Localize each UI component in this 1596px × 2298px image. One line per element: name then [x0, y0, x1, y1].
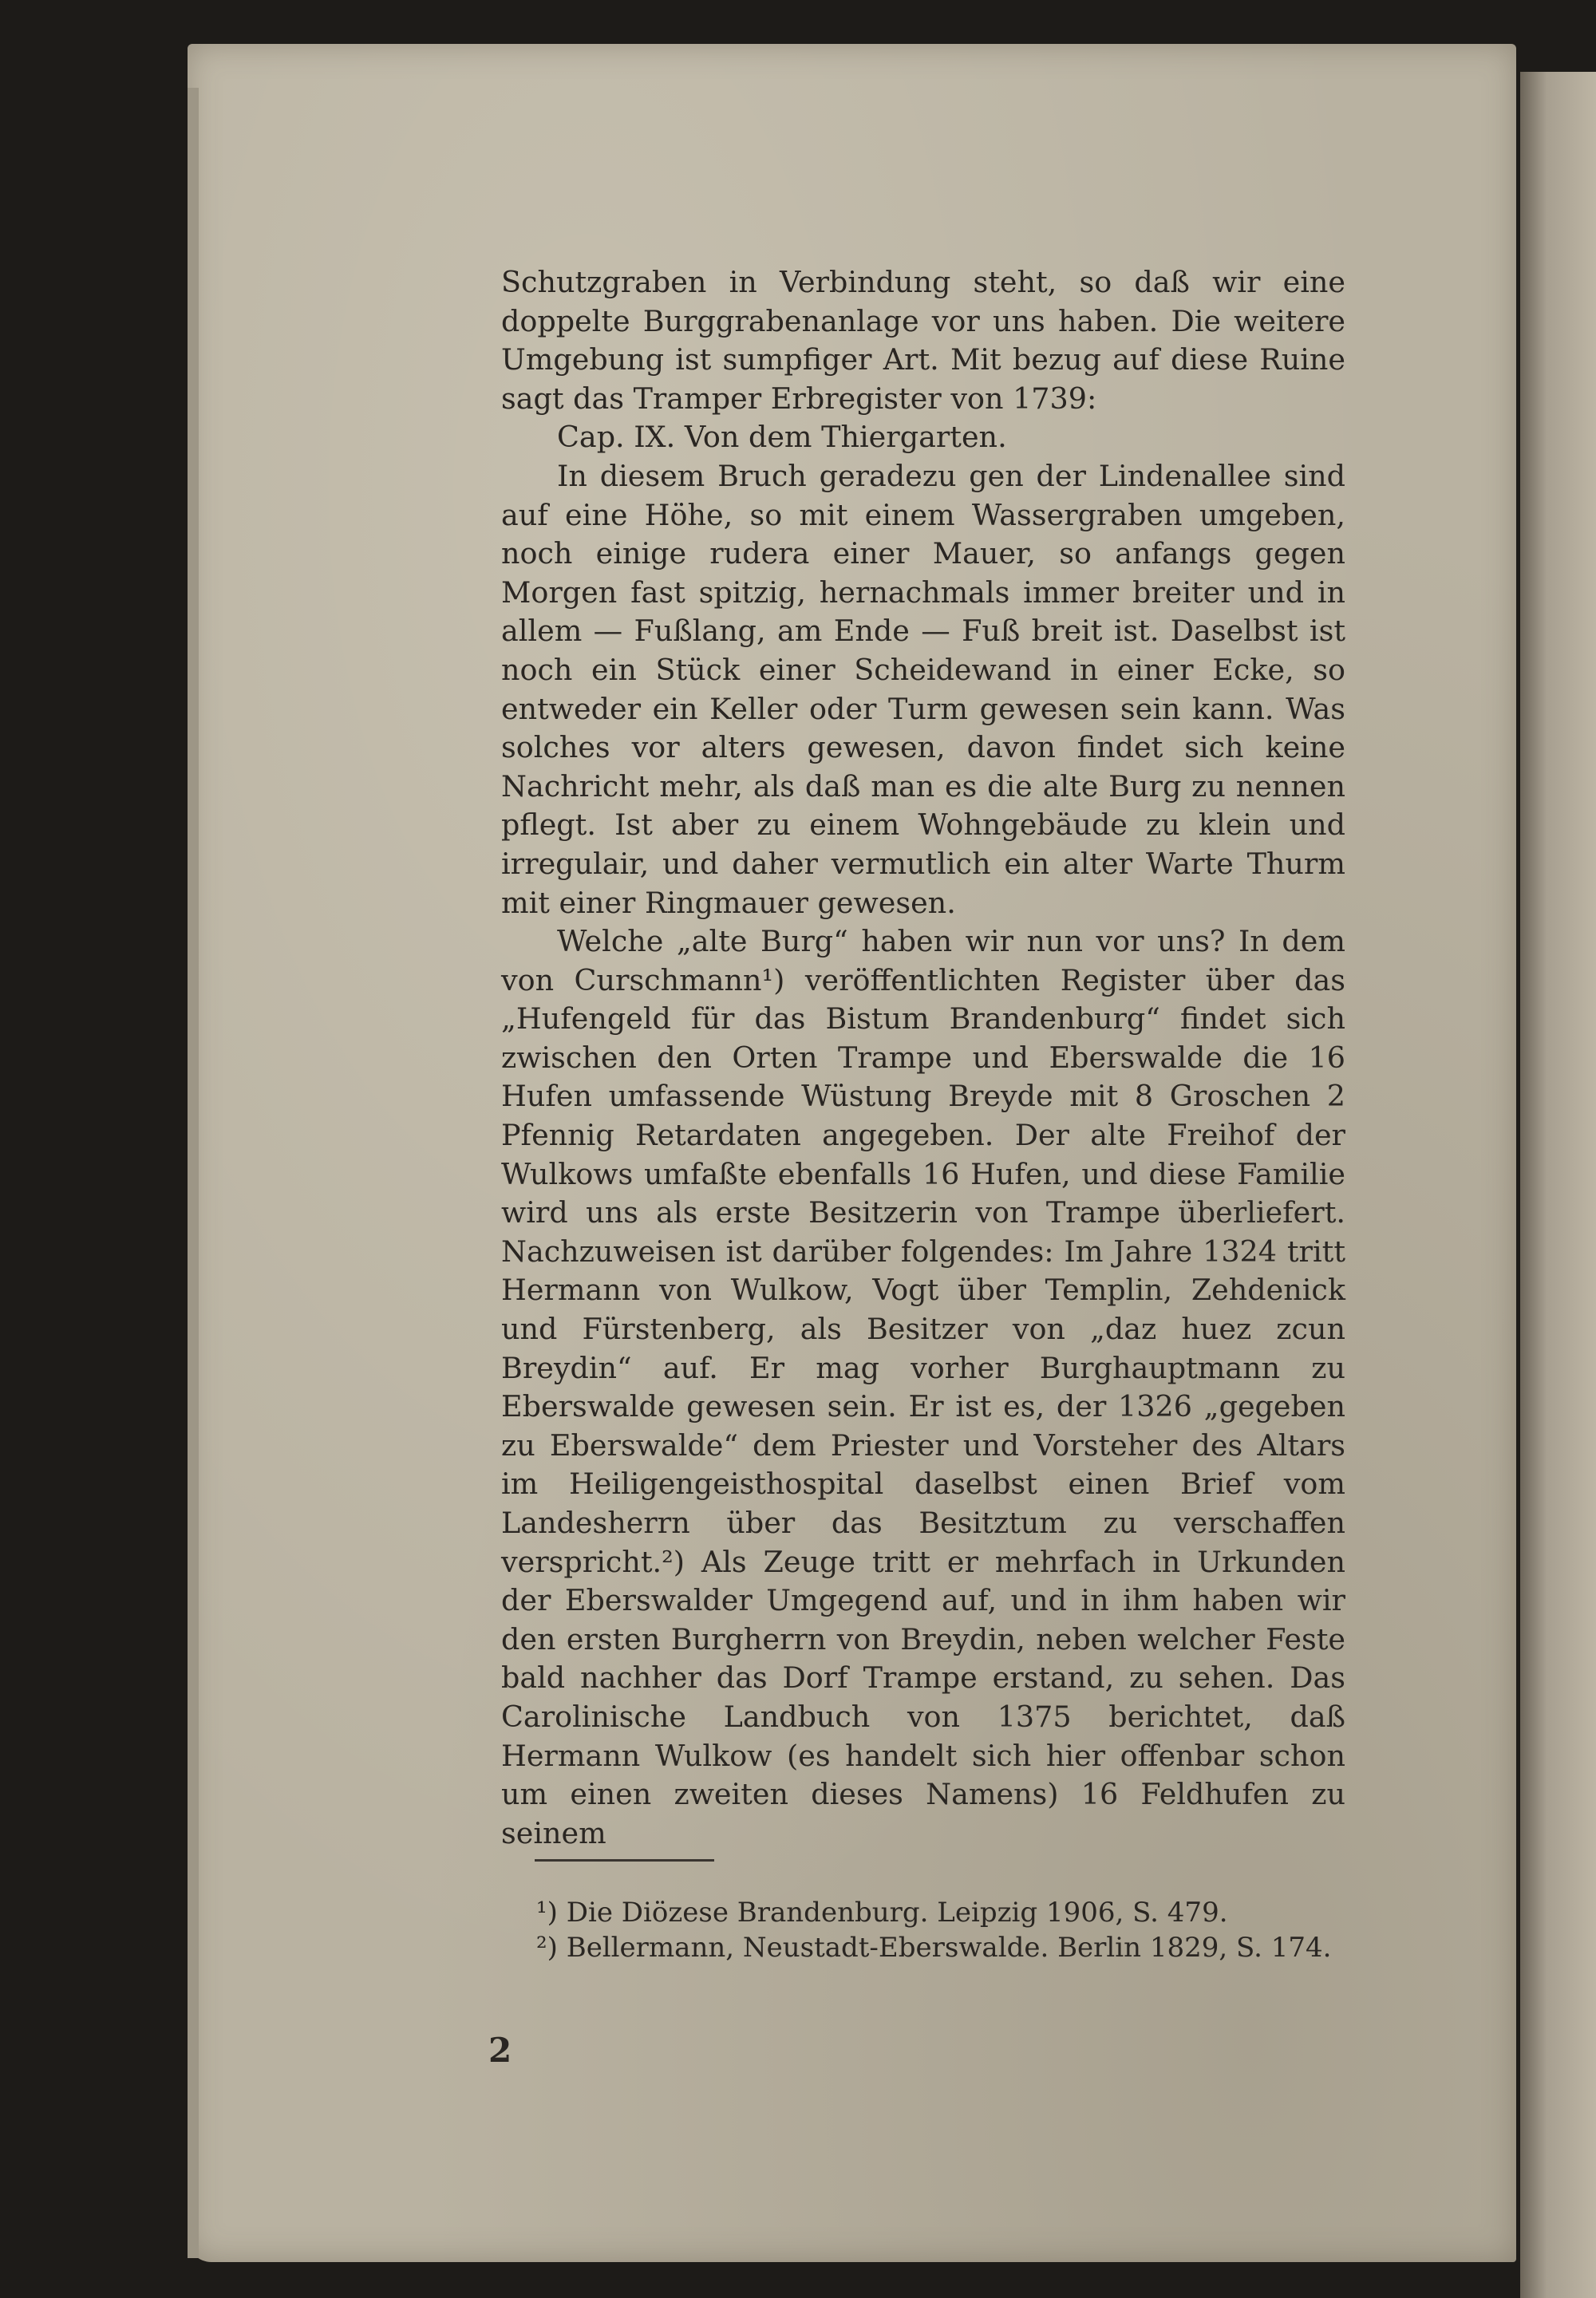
footnote-rule: [535, 1859, 714, 1862]
chapter-caption: Cap. IX. Von dem Thiergarten.: [557, 420, 1007, 455]
page-left-edge: [188, 88, 199, 2258]
footnote-1: ¹) Die Diözese Brandenburg. Leipzig 1906, S. 479.: [536, 1897, 1228, 1929]
main-text: [501, 263, 1345, 1853]
adjacent-page-edge: [1520, 72, 1596, 2298]
paragraph-1: Schutzgraben in Verbindung steht, so daß wir eine doppelte Burggrabenanlage vor uns haben. Die weitere Umgebung ist sumpfiger Art. Mit bezug auf diese Ruine sagt das Tramper Erbregister von 1739:: [501, 265, 1345, 416]
paragraph-3: Welche „alte Burg“ haben wir nun vor uns? In dem von Curschmann¹) veröffentlichten Register über das „Hufengeld für das Bistum Brandenburg“ findet sich zwischen den Orten Trampe und Eberswalde die 16 Hufen umfassende Wüstung Breyde mit 8 Groschen 2 Pfennig Retardaten angegeben. Der alte Freihof der Wulkows umfaßte ebenfalls 16 Hufen, und diese Familie wird uns als erste Besitzerin von Trampe überliefert. Nachzuweisen ist darüber folgendes: Im Jahre 1324 tritt Hermann von Wulkow, Vogt über Templin, Zehdenick und Fürstenberg, als Besitzer von „daz huez zcun Breydin“ auf. Er mag vorher Burghauptmann zu Eberswalde gewesen sein. Er ist es, der 1326 „gegeben zu Eberswalde“ dem Priester und Vorsteher des Altars im Heiligengeisthospital daselbst einen Brief vom Landesherrn über das Besitztum zu verschaffen verspricht.²) Als Zeuge tritt er mehrfach in Urkunden der Eberswalder Umgegend auf, und in ihm haben wir den ersten Burgherrn von Breydin, neben welcher Feste bald nachher das Dorf Trampe erstand, zu sehen. Das Carolinische Landbuch von 1375 berichtet, daß Hermann Wulkow (es handelt sich hier offenbar schon um einen zweiten dieses Namens) 16 Feldhufen zu seinem: [501, 924, 1345, 1850]
footnotes: [488, 1895, 1334, 1965]
footnote-2: ²) Bellermann, Neustadt-Eberswalde. Berlin 1829, S. 174.: [536, 1932, 1332, 1964]
paragraph-2: In diesem Bruch geradezu gen der Lindenallee sind auf eine Höhe, so mit einem Wassergraben umgeben, noch einige rudera einer Mauer, so anfangs gegen Morgen fast spitzig, hernachmals immer breiter und in allem — Fußlang, am Ende — Fuß breit ist. Daselbst ist noch ein Stück einer Scheidewand in einer Ecke, so entweder ein Keller oder Turm gewesen sein kann. Was solches vor alters gewesen, davon findet sich keine Nachricht mehr, als daß man es die alte Burg zu nennen pflegt. Ist aber zu einem Wohngebäude zu klein und irregulair, und daher vermutlich ein alter Warte Thurm mit einer Ringmauer gewesen.: [501, 458, 1345, 920]
page-number: 2: [488, 2031, 512, 2070]
